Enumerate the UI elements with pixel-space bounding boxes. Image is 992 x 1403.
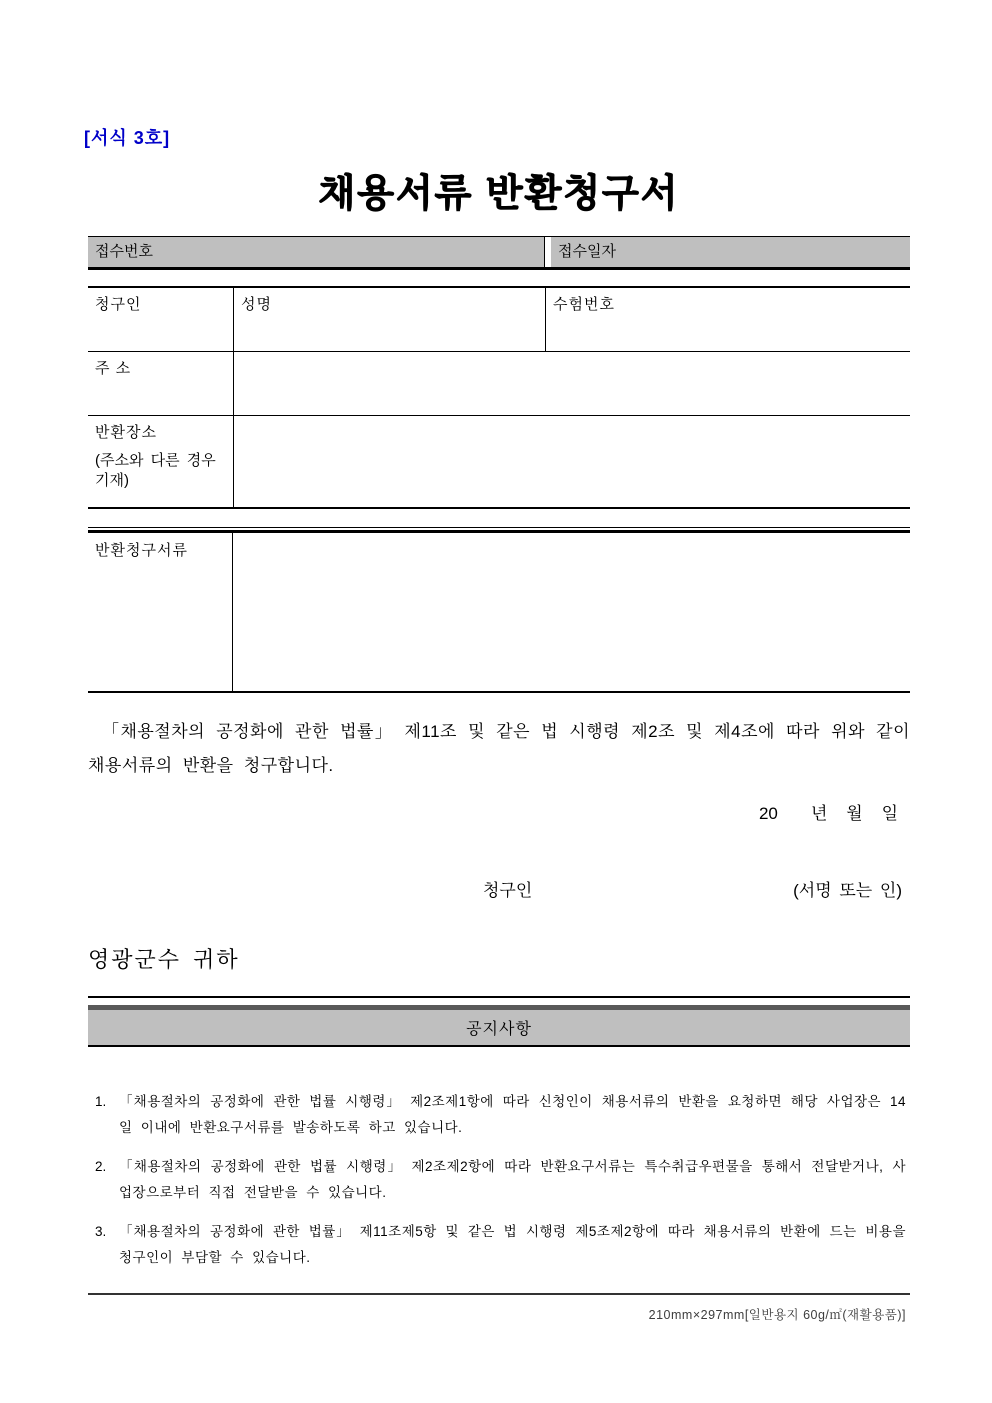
notice-top-rule bbox=[88, 996, 910, 998]
notice-header-label: 공지사항 bbox=[466, 1021, 532, 1038]
applicant-row-return-place bbox=[88, 415, 910, 507]
notice-item bbox=[95, 1089, 906, 1141]
statement-paragraph: 「채용절차의 공정화에 관한 법률」 제11조 및 같은 법 시행령 제2조 및 제4조에 따라 위와 같이 채용서류의 반환을 청구합니다. bbox=[88, 722, 910, 775]
name-label-cell: 성명 bbox=[233, 288, 545, 351]
return-place-label-text: 반환장소 bbox=[95, 424, 157, 441]
notice-item-text: 「채용절차의 공정화에 관한 법률 시행령」 제2조제1항에 따라 신청인이 채용서류의 반환을 요청하면 해당 사업장은 14일 이내에 반환요구서류를 발송하도록 하고 있습니다. bbox=[119, 1094, 906, 1135]
notice-item-number: 2. bbox=[95, 1159, 107, 1174]
address-value-cell bbox=[233, 352, 910, 415]
receipt-header-row bbox=[88, 236, 910, 270]
applicant-table bbox=[88, 286, 910, 509]
form-code-label: [서식 3호] bbox=[84, 128, 171, 148]
return-place-value-cell bbox=[233, 416, 910, 507]
signature-claimant-label: 청구인 bbox=[483, 881, 533, 900]
paper-spec-label: 210mm×297mm[일반용지 60g/㎡(재활용품)] bbox=[648, 1308, 906, 1322]
documents-table bbox=[88, 530, 910, 693]
exam-number-label-cell: 수험번호 bbox=[545, 288, 910, 351]
documents-label: 반환청구서류 bbox=[88, 533, 233, 691]
receipt-date-cell: 접수일자 bbox=[551, 237, 910, 267]
notice-item bbox=[95, 1219, 906, 1271]
date-line: 20 년 월 일 bbox=[758, 804, 898, 823]
applicant-row-address bbox=[88, 351, 910, 415]
footer-rule bbox=[88, 1293, 910, 1295]
notice-item-number: 1. bbox=[95, 1094, 107, 1109]
documents-table-top-hairline bbox=[88, 527, 910, 528]
address-label: 주 소 bbox=[95, 360, 132, 377]
notice-item bbox=[95, 1154, 906, 1206]
documents-value-cell bbox=[233, 533, 910, 691]
applicant-row-claimant bbox=[88, 288, 910, 351]
document-title: 채용서류 반환청구서 bbox=[318, 173, 680, 215]
document-content bbox=[84, 0, 910, 1323]
notice-item-number: 3. bbox=[95, 1224, 107, 1239]
notice-item-text: 「채용절차의 공정화에 관한 법률」 제11조제5항 및 같은 법 시행령 제5조제2항에 따라 채용서류의 반환에 드는 비용을 청구인이 부담할 수 있습니다. bbox=[119, 1224, 906, 1265]
return-place-label bbox=[88, 416, 233, 507]
notice-list bbox=[88, 1089, 910, 1271]
addressee-line: 영광군수 귀하 bbox=[88, 947, 240, 972]
signature-row bbox=[88, 876, 910, 901]
receipt-number-cell: 접수번호 bbox=[88, 237, 545, 267]
claimant-label: 청구인 bbox=[95, 296, 142, 313]
notice-item-text: 「채용절차의 공정화에 관한 법률 시행령」 제2조제2항에 따라 반환요구서류는 특수취급우편물을 통해서 전달받거나, 사업장으로부터 직접 전달받을 수 있습니다. bbox=[119, 1159, 906, 1200]
signature-seal-label: (서명 또는 인) bbox=[793, 881, 902, 900]
notice-header-bar bbox=[88, 1005, 910, 1047]
return-place-note: (주소와 다른 경우 기재) bbox=[95, 452, 216, 489]
